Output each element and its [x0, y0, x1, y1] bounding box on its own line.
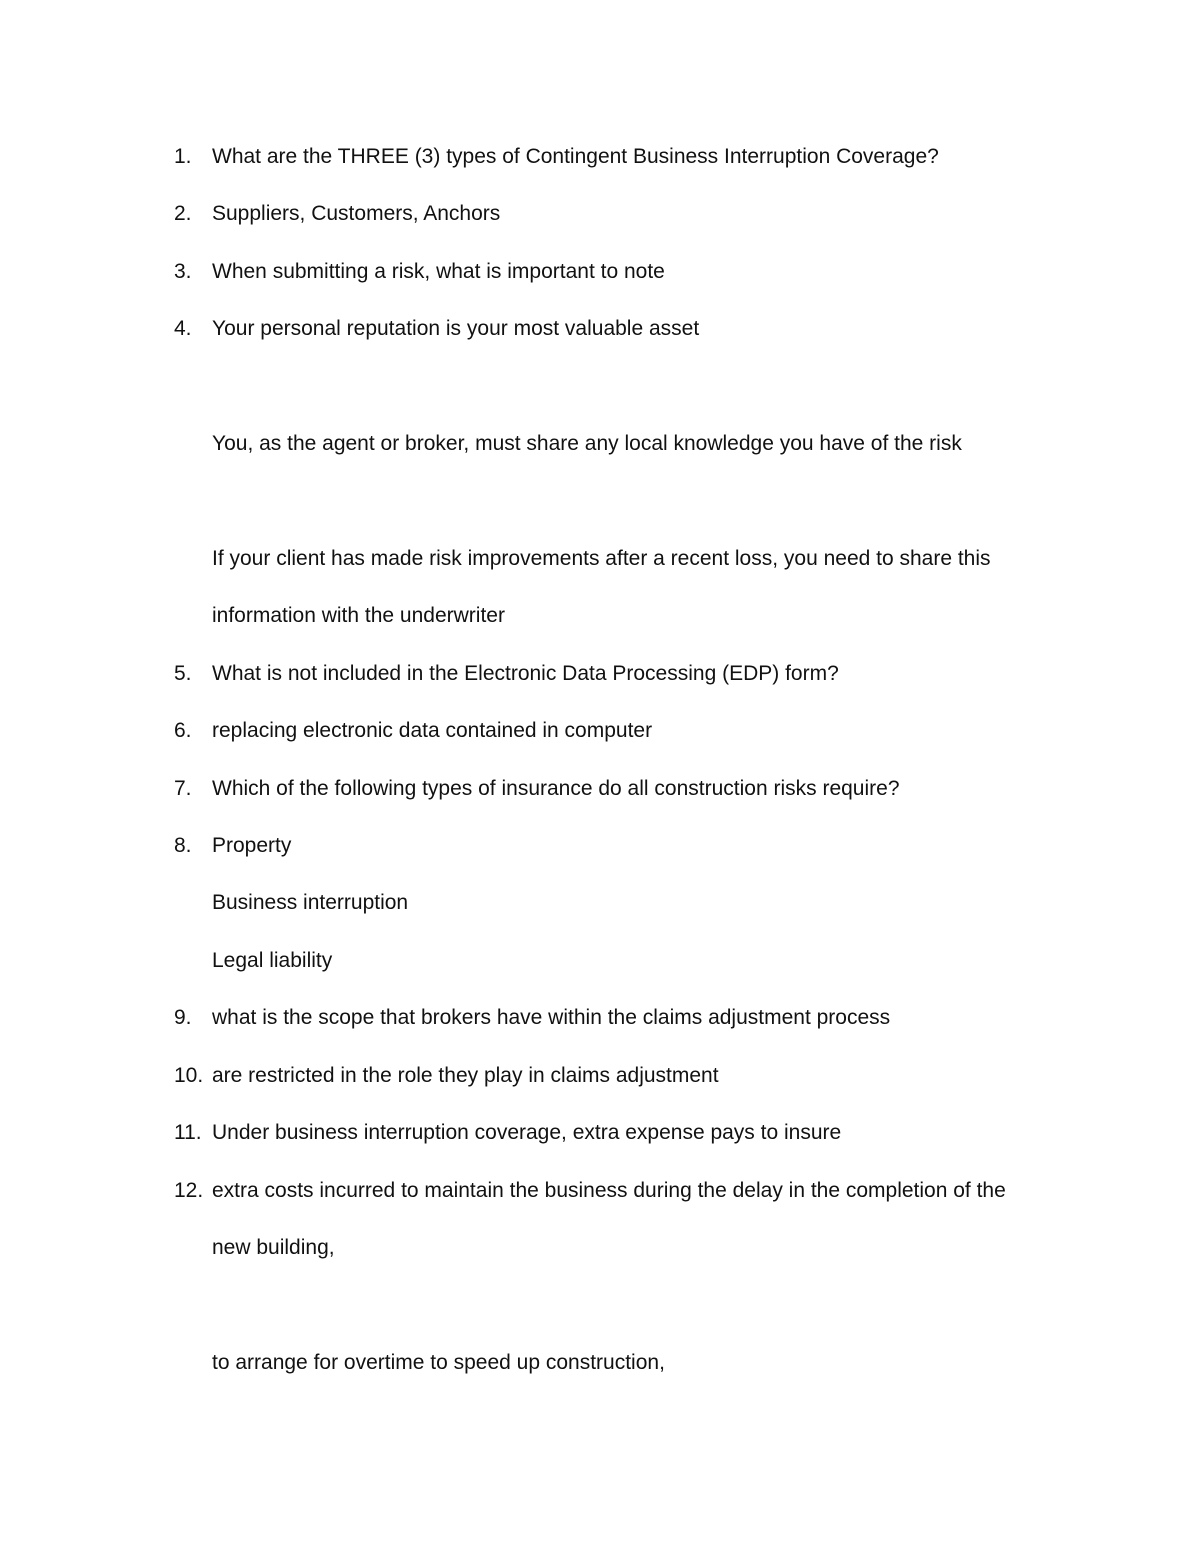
list-text: What is not included in the Electronic Data Processing (EDP) form?: [212, 662, 839, 685]
list-number: 6.: [174, 719, 192, 742]
paragraph-text: Business interruption: [212, 891, 409, 914]
list-text: What are the THREE (3) types of Contingent Business Interruption Coverage?: [212, 145, 939, 168]
list-text: replacing electronic data contained in computer: [212, 719, 653, 742]
paragraph-text: Legal liability: [212, 949, 333, 972]
list-text: Suppliers, Customers, Anchors: [212, 202, 501, 225]
list-number: 5.: [174, 662, 192, 685]
list-text: Your personal reputation is your most valuable asset: [212, 317, 700, 340]
list-number: 4.: [174, 317, 192, 340]
list-number: 3.: [174, 260, 192, 283]
paragraph-text: new building,: [212, 1236, 335, 1259]
list-text: Property: [212, 834, 292, 857]
list-number: 9.: [174, 1006, 192, 1029]
paragraph-text: to arrange for overtime to speed up construction,: [212, 1351, 665, 1374]
list-number: 8.: [174, 834, 192, 857]
list-number: 11.: [174, 1121, 202, 1144]
list-number: 7.: [174, 777, 192, 800]
list-number: 2.: [174, 202, 192, 225]
list-number: 10.: [174, 1064, 204, 1087]
paragraph-text: information with the underwriter: [212, 604, 505, 627]
list-text: When submitting a risk, what is important to note: [212, 260, 665, 283]
list-text: Under business interruption coverage, extra expense pays to insure: [212, 1121, 842, 1144]
paragraph-text: You, as the agent or broker, must share any local knowledge you have of the risk: [212, 432, 962, 455]
list-text: are restricted in the role they play in claims adjustment: [212, 1064, 719, 1087]
list-text: what is the scope that brokers have within the claims adjustment process: [212, 1006, 891, 1029]
list-number: 12.: [174, 1179, 204, 1202]
list-number: 1.: [174, 145, 192, 168]
list-text: Which of the following types of insurance do all construction risks require?: [212, 777, 900, 800]
paragraph-text: If your client has made risk improvements after a recent loss, you need to share this: [212, 547, 991, 570]
list-text: extra costs incurred to maintain the business during the delay in the completion of the: [212, 1179, 1006, 1202]
